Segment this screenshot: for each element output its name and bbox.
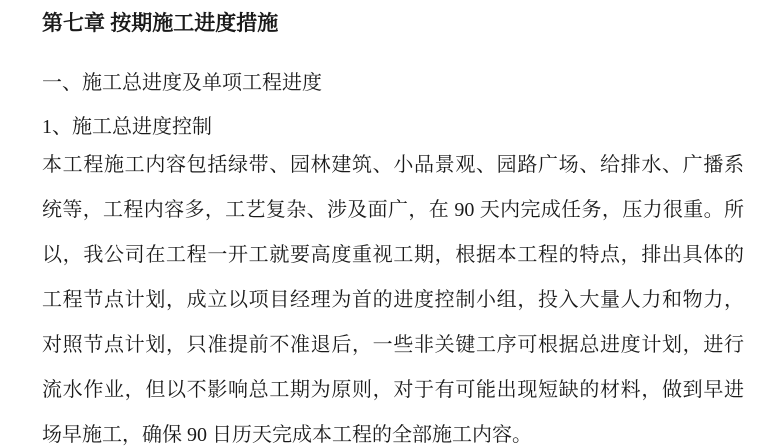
- paragraph-line: 场早施工，确保 90 日历天完成本工程的全部施工内容。: [42, 424, 532, 446]
- paragraph-line: 本工程施工内容包括绿带、园林建筑、小品景观、园路广场、给排水、广播系: [42, 154, 744, 176]
- paragraph-line: 流水作业，但以不影响总工期为原则，对于有可能出现短缺的材料，做到早进: [42, 379, 744, 401]
- paragraph-line: 统等，工程内容多，工艺复杂、涉及面广，在 90 天内完成任务，压力很重。所: [42, 199, 744, 221]
- paragraph-line: 以，我公司在工程一开工就要高度重视工期，根据本工程的特点，排出具体的: [42, 244, 744, 266]
- paragraph-line: 对照节点计划，只准提前不准退后，一些非关键工序可根据总进度计划，进行: [42, 334, 744, 356]
- subsection-heading: 1、施工总进度控制: [42, 116, 212, 138]
- paragraph-line: 工程节点计划，成立以项目经理为首的进度控制小组，投入大量人力和物力，: [42, 289, 744, 311]
- chapter-title: 第七章 按期施工进度措施: [42, 11, 279, 35]
- section-heading: 一、施工总进度及单项工程进度: [42, 72, 322, 94]
- body-paragraph: [42, 143, 744, 448]
